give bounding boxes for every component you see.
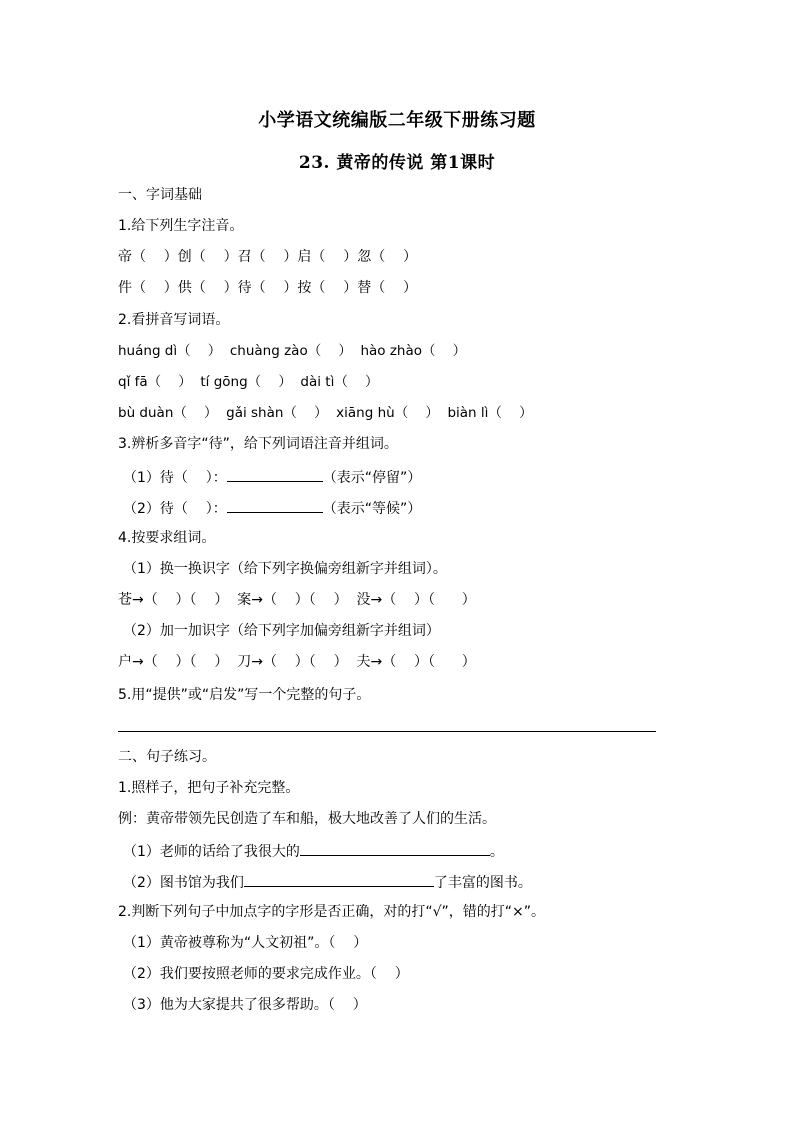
q5-label: 5.用“提供”或“启发”写一个完整的句子。 — [118, 687, 371, 703]
q5-answer-line[interactable] — [118, 731, 656, 732]
s2-q2-item3: （3）他为大家提共了很多帮助。（ ） — [123, 997, 367, 1013]
q3-label: 3.辨析多音字“待”，给下列词语注音并组词。 — [118, 436, 398, 452]
q3-item1 — [123, 467, 421, 487]
s2-q2-item2: （2）我们要按照老师的要求完成作业。（ ） — [123, 966, 409, 982]
q2-label: 2.看拼音写词语。 — [118, 312, 230, 328]
q4-sub2: （2）加一加识字（给下列字加偏旁组新字并组词） — [123, 623, 440, 639]
q1-row2: 件（ ）供（ ）待（ ）按（ ）替（ ） — [118, 280, 418, 296]
q3-item2-blank[interactable] — [227, 498, 323, 513]
document-subtitle: 23. 黄帝的传说 第1课时 — [298, 153, 496, 173]
s2-q1-item2-prefix: （2）图书馆为我们 — [123, 875, 244, 891]
s2-q2-label: 2.判断下列句子中加点字的字形是否正确，对的打“√”，错的打“×”。 — [118, 904, 546, 920]
q4-label: 4.按要求组词。 — [118, 530, 216, 546]
q1-row1: 帝（ ）创（ ）召（ ）启（ ）忽（ ） — [118, 249, 418, 265]
q3-item1-prefix: （1）待（ ）： — [123, 470, 227, 486]
q3-item2-suffix: （表示“等候”） — [322, 501, 422, 517]
s2-q1-item1 — [123, 841, 504, 861]
s2-q1-label: 1.照样子，把句子补充完整。 — [118, 780, 300, 796]
s2-q1-item2 — [123, 872, 532, 892]
s2-q1-item1-suffix: 。 — [489, 844, 504, 860]
s2-q1-item1-blank[interactable] — [300, 841, 490, 856]
s2-q2-item1: （1）黄帝被尊称为“人文初祖”。（ ） — [123, 935, 368, 951]
q3-item1-blank[interactable] — [227, 467, 323, 482]
q1-label: 1.给下列生字注音。 — [118, 218, 244, 234]
section1-heading: 一、字词基础 — [118, 187, 202, 203]
q2-row3: bù duàn（ ） gǎi shàn（ ） xiāng hù（ ） biàn lì（ ） — [118, 405, 533, 421]
section2-heading: 二、句子练习。 — [118, 749, 216, 765]
q2-row2: qǐ fā（ ） tí gōng（ ） dài tì（ ） — [118, 374, 379, 390]
q3-item2-prefix: （2）待（ ）： — [123, 501, 227, 517]
s2-q1-item1-prefix: （1）老师的话给了我很大的 — [123, 844, 300, 860]
q4-sub1: （1）换一换识字（给下列字换偏旁组新字并组词）。 — [123, 561, 447, 577]
q3-item2 — [123, 498, 421, 518]
q4-sub1-row: 苍→（ ）（ ） 案→（ ）（ ） 没→（ ）（ ） — [118, 592, 476, 608]
s2-q1-example: 例：黄帝带领先民创造了车和船，极大地改善了人们的生活。 — [118, 811, 496, 827]
s2-q1-item2-suffix: 了丰富的图书。 — [433, 875, 532, 891]
q3-item1-suffix: （表示“停留”） — [322, 470, 422, 486]
s2-q1-item2-blank[interactable] — [244, 872, 434, 887]
q4-sub2-row: 户→（ ）（ ） 刀→（ ）（ ） 夫→（ ）（ ） — [118, 654, 476, 670]
document-title: 小学语文统编版二年级下册练习题 — [258, 110, 536, 131]
q2-row1: huáng dì（ ） chuàng zào（ ） hào zhào（ ） — [118, 343, 467, 359]
